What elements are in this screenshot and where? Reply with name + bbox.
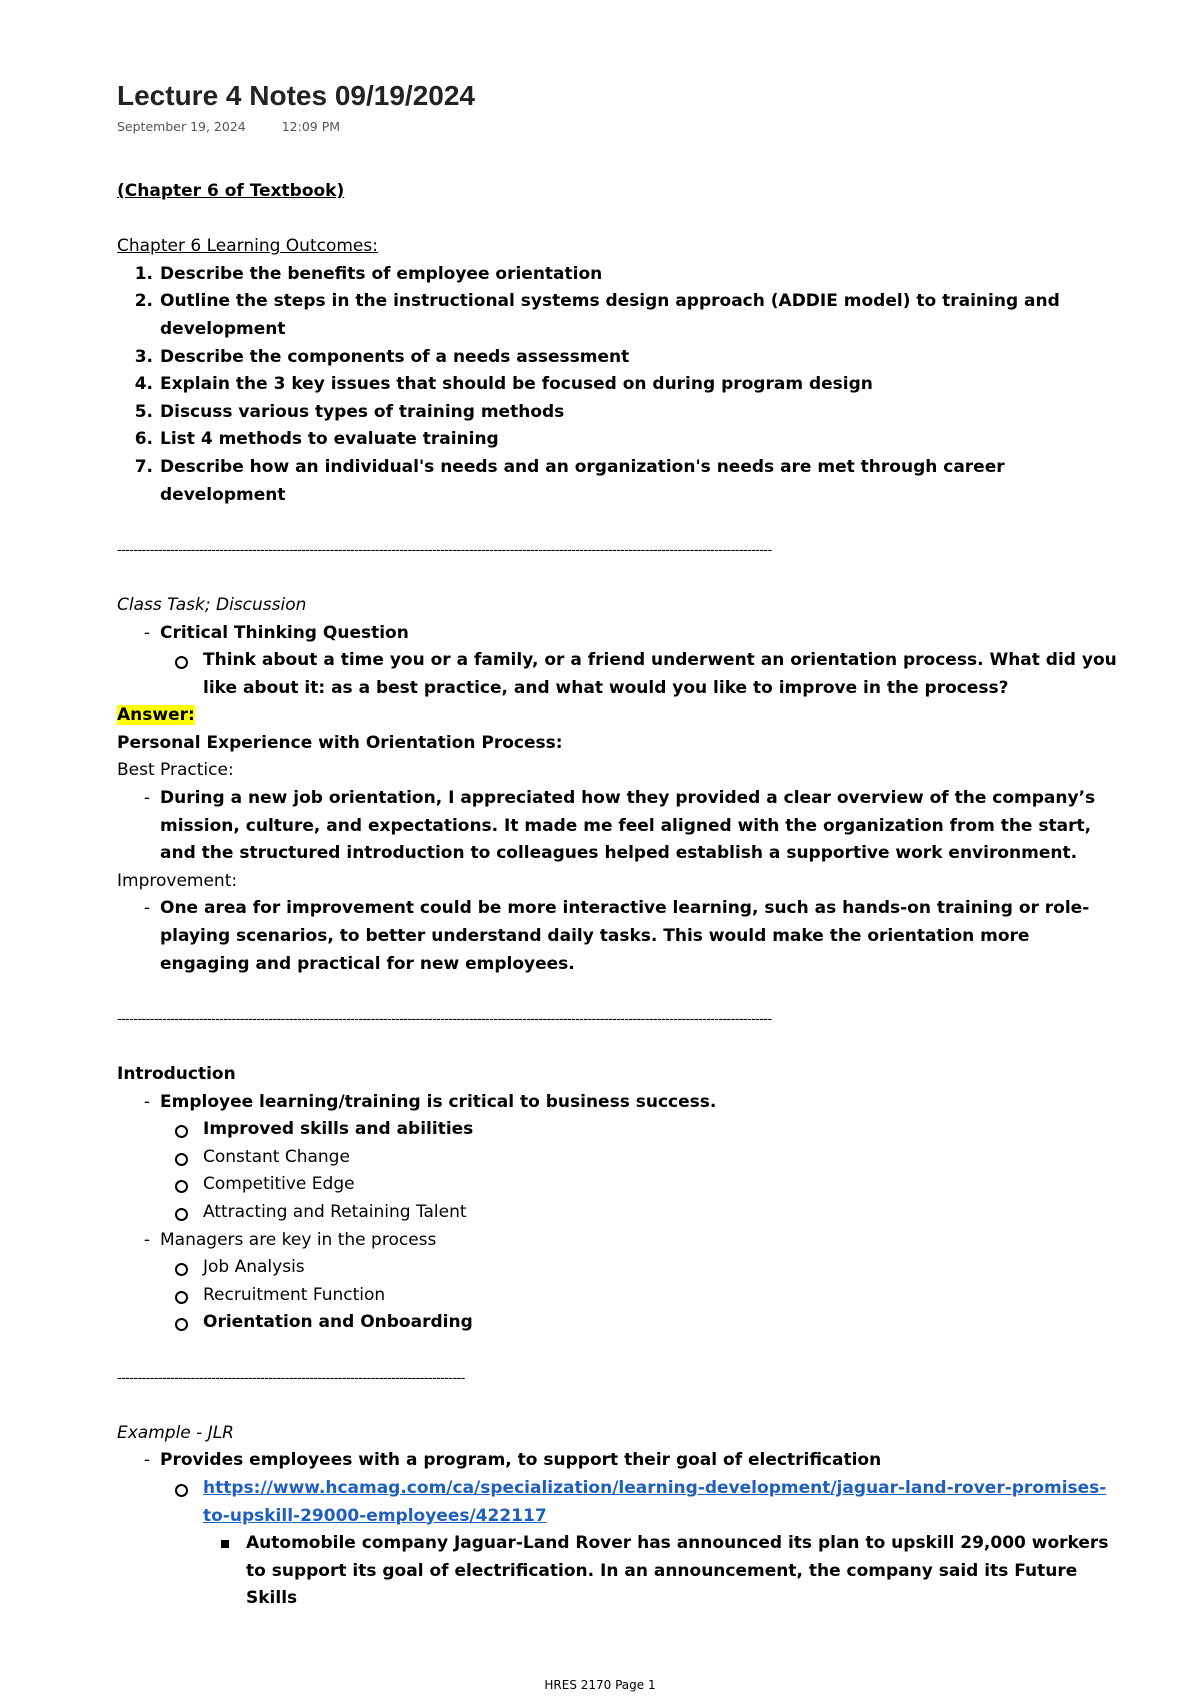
best-practice-text: - During a new job orientation, I appreciated how they provided a clear overview of the company’s mission, culture, and expectations. It made me feel aligned with the organization from the start, and the structured introduction to colleagues helped establish a supportive work environment. <box>143 788 1096 864</box>
example-link-item <box>117 1475 1117 1530</box>
outcomes-list <box>117 261 1117 509</box>
intro-subpoint: Orientation and Onboarding <box>117 1309 1117 1337</box>
intro-subpoint: Job Analysis <box>117 1254 1117 1282</box>
outcome-item: 6. List 4 methods to evaluate training <box>134 429 499 450</box>
personal-heading: Personal Experience with Orientation Process: <box>117 732 563 753</box>
intro-subpoint: Constant Change <box>117 1144 1117 1172</box>
separator-line: ---------------------------------------------------------------------------------------------------------------------------------------------------------------- <box>117 542 772 558</box>
intro-point: - Employee learning/training is critical to business success. <box>143 1091 717 1112</box>
outcome-item: 1. Describe the benefits of employee orientation <box>134 263 603 284</box>
intro-subpoint: Improved skills and abilities <box>117 1116 1117 1144</box>
outcome-item: 3. Describe the components of a needs assessment <box>134 346 630 367</box>
discussion-bullet: - Critical Thinking Question <box>143 622 409 643</box>
intro-subpoint: Recruitment Function <box>117 1282 1117 1310</box>
answer-label: Answer: <box>117 705 195 726</box>
discussion-heading: Class Task; Discussion <box>117 594 307 615</box>
intro-subpoint: Competitive Edge <box>117 1171 1117 1199</box>
page-time: 12:09 PM <box>281 119 341 134</box>
outcome-item: 4. Explain the 3 key issues that should be focused on during program design <box>134 374 873 395</box>
improvement-text: - One area for improvement could be more interactive learning, such as hands-on training or role-playing scenarios, to better understand daily tasks. This would make the orientation more engaging and practical for new employees. <box>143 898 1090 974</box>
outcome-item: 2. Outline the steps in the instructional systems design approach (ADDIE model) to training and development <box>134 291 1060 339</box>
page-meta <box>117 118 1117 136</box>
separator-line: ------------------------------------------------------------------------------------- <box>117 1370 465 1386</box>
example-point: - Provides employees with a program, to support their goal of electrification <box>143 1450 882 1471</box>
introduction-heading: Introduction <box>117 1064 236 1084</box>
page-date: September 19, 2024 <box>117 119 246 134</box>
outcome-item: 5. Discuss various types of training methods <box>134 401 565 422</box>
article-link[interactable]: https://www.hcamag.com/ca/specialization/learning-development/jaguar-land-rover-promises- to-upskill-29000-employees/422117 <box>203 1477 1107 1526</box>
page-title: Lecture 4 Notes 09/19/2024 <box>117 80 475 111</box>
note-page <box>117 78 1117 1613</box>
improvement-label: Improvement: <box>117 870 238 891</box>
chapter-reference: (Chapter 6 of Textbook) <box>117 181 345 201</box>
separator-line: ---------------------------------------------------------------------------------------------------------------------------------------------------------------- <box>117 1011 772 1027</box>
outcomes-heading: Chapter 6 Learning Outcomes: <box>117 236 378 257</box>
example-heading: Example - JLR <box>117 1422 234 1443</box>
intro-point: - Managers are key in the process <box>143 1229 437 1250</box>
discussion-question: Think about a time you or a family, or a friend underwent an orientation process. What did you like about it: as a best practice, and what would you like to improve in the process? <box>117 647 1117 702</box>
intro-subpoint: Attracting and Retaining Talent <box>117 1199 1117 1227</box>
example-detail: Automobile company Jaguar-Land Rover has announced its plan to upskill 29,000 workers to support its goal of electrification. In an announcement, the company said its Future Skills <box>117 1530 1117 1613</box>
page-footer: HRES 2170 Page 1 <box>544 1678 656 1692</box>
best-practice-label: Best Practice: <box>117 760 234 781</box>
outcome-item: 7. Describe how an individual's needs and an organization's needs are met through career development <box>134 456 1005 505</box>
